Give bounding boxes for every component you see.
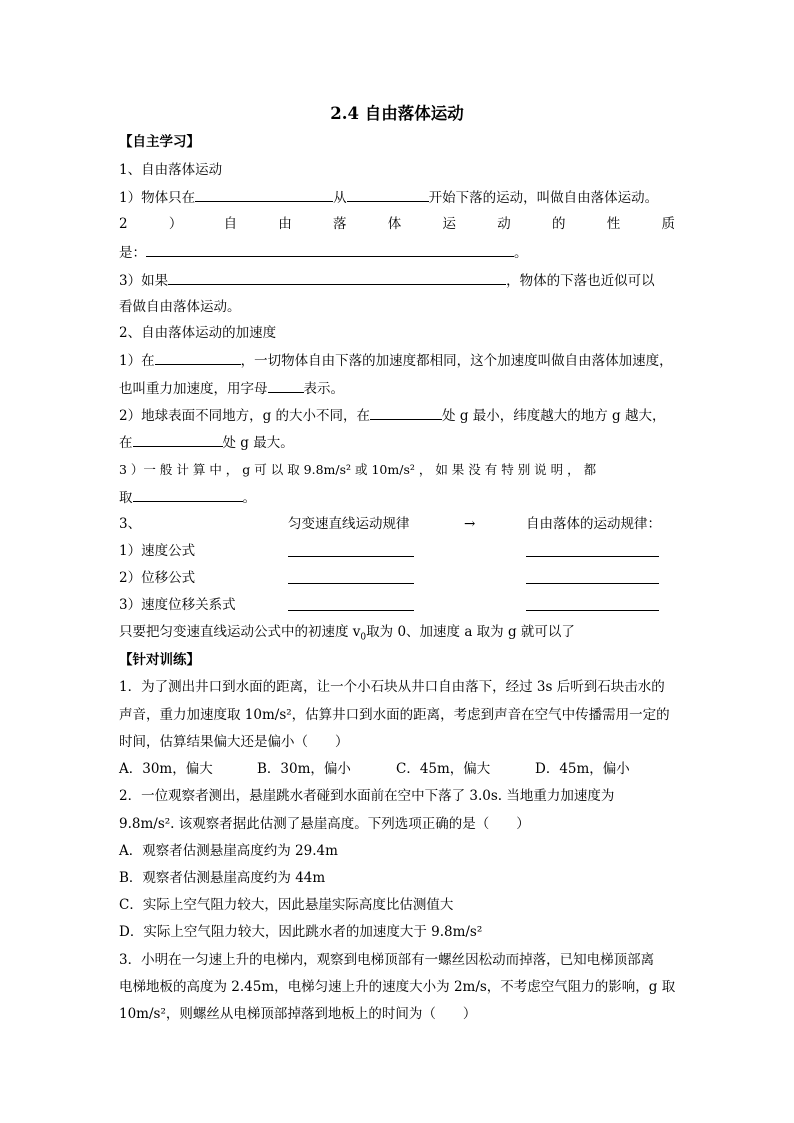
part2-q3-line1: 3 ）一 般 计 算 中 ， g 可 以 取 9.8m/s² 或 10m/s² ， 如 果 没 有 特 别 说 明 ， 都 — [119, 462, 597, 477]
problem2-option-d[interactable]: D．实际上空气阻力较大，因此跳水者的加速度大于 9.8m/s² — [119, 924, 483, 940]
problem1-line: 声音，重力加速度取 10m/s²，估算井口到水面的距离，考虑到声音在空气中传播需用一定的 — [119, 707, 670, 723]
page-title: 2.4 自由落体运动 — [330, 104, 464, 123]
part3-col2-header: 自由落体的运动规律： — [526, 516, 661, 532]
problem2-option-a[interactable]: A．观察者估测悬崖高度约为 29.4m — [119, 843, 338, 859]
fill-blank[interactable] — [370, 406, 442, 420]
part2-q2-line2: 在 处 g 最大。 — [119, 435, 294, 451]
problem2-option-b[interactable]: B．观察者估测悬崖高度约为 44m — [119, 870, 326, 886]
part2-q3-line2: 取 。 — [119, 490, 256, 506]
fill-blank[interactable] — [526, 610, 659, 611]
fill-blank[interactable] — [268, 379, 304, 393]
part1-q2-line2: 是： 。 — [119, 245, 528, 261]
fill-blank[interactable] — [146, 243, 514, 257]
problem1-option-d[interactable]: D．45m，偏小 — [535, 761, 630, 777]
fill-blank[interactable] — [526, 556, 659, 557]
part3-note: 只要把匀变速直线运动公式中的初速度 $v_0$取为 0、加速度 a 取为 g 就可以了 — [119, 624, 575, 643]
fill-blank[interactable] — [288, 556, 414, 557]
part2-q1-line2: 也叫重力加速度，用字母 表示。 — [119, 381, 344, 397]
part3-row-velocity-displacement: 3）速度位移关系式 — [119, 597, 236, 613]
part2-heading: 2、自由落体运动的加速度 — [119, 325, 277, 341]
part2-q2-line1: 2）地球表面不同地方，g 的大小不同，在 处 g 最小，纬度越大的地方 g 越大， — [119, 408, 666, 424]
section-training: 【针对训练】 — [119, 652, 200, 668]
part1-q1: 1）物体只在 从 开始下落的运动，叫做自由落体运动。 — [119, 190, 659, 206]
fill-blank[interactable] — [288, 583, 414, 584]
problem1-option-a[interactable]: A．30m，偏大 — [119, 761, 213, 777]
problem1-line: 1．为了测出井口到水面的距离，让一个小石块从井口自由落下，经过 3s 后听到石块击水的 — [119, 679, 665, 695]
fill-blank[interactable] — [347, 188, 429, 202]
problem2-line: 2．一位观察者测出，悬崖跳水者碰到水面前在空中下落了 3.0s. 当地重力加速度为 — [119, 788, 615, 804]
problem2-line: 9.8m/s². 该观察者据此估测了悬崖高度。下列选项正确的是（ ） — [119, 816, 530, 832]
fill-blank[interactable] — [155, 351, 241, 365]
arrow-right-icon: → — [464, 516, 476, 532]
part3-heading: 3、 — [119, 516, 142, 532]
fill-blank[interactable] — [133, 433, 223, 447]
section-self-study: 【自主学习】 — [119, 134, 200, 150]
fill-blank[interactable] — [168, 271, 506, 285]
problem1-line: 时间，估算结果偏大还是偏小（ ） — [119, 734, 349, 750]
problem2-option-c[interactable]: C．实际上空气阻力较大，因此悬崖实际高度比估测值大 — [119, 897, 454, 913]
fill-blank[interactable] — [133, 488, 243, 502]
problem3-line: 电梯地板的高度为 2.45m，电梯匀速上升的速度大小为 2m/s，不考虑空气阻力的影响，g 取 — [119, 979, 676, 995]
part3-row-velocity: 1）速度公式 — [119, 543, 196, 559]
problem3-line: 10m/s²，则螺丝从电梯顶部掉落到地板上的时间为（ ） — [119, 1006, 477, 1022]
part3-col1-header: 匀变速直线运动规律 — [288, 516, 410, 532]
fill-blank[interactable] — [288, 610, 414, 611]
part3-row-displacement: 2）位移公式 — [119, 570, 196, 586]
problem1-option-b[interactable]: B．30m，偏小 — [257, 761, 351, 777]
part1-heading: 1、自由落体运动 — [119, 162, 223, 178]
part1-q3-line2: 看做自由落体运动。 — [119, 299, 241, 315]
problem3-line: 3．小明在一匀速上升的电梯内，观察到电梯顶部有一螺丝因松动而掉落，已知电梯顶部离 — [119, 952, 655, 968]
part2-q1-line1: 1）在 ，一切物体自由下落的加速度都相同，这个加速度叫做自由落体加速度， — [119, 353, 673, 369]
problem1-option-c[interactable]: C．45m，偏大 — [396, 761, 491, 777]
fill-blank[interactable] — [195, 188, 333, 202]
part1-q3-line1: 3）如果 ，物体的下落也近似可以 — [119, 273, 655, 289]
fill-blank[interactable] — [526, 583, 659, 584]
part1-q2-line1: 2 ） 自 由 落 体 运 动 的 性 质 — [119, 216, 675, 232]
